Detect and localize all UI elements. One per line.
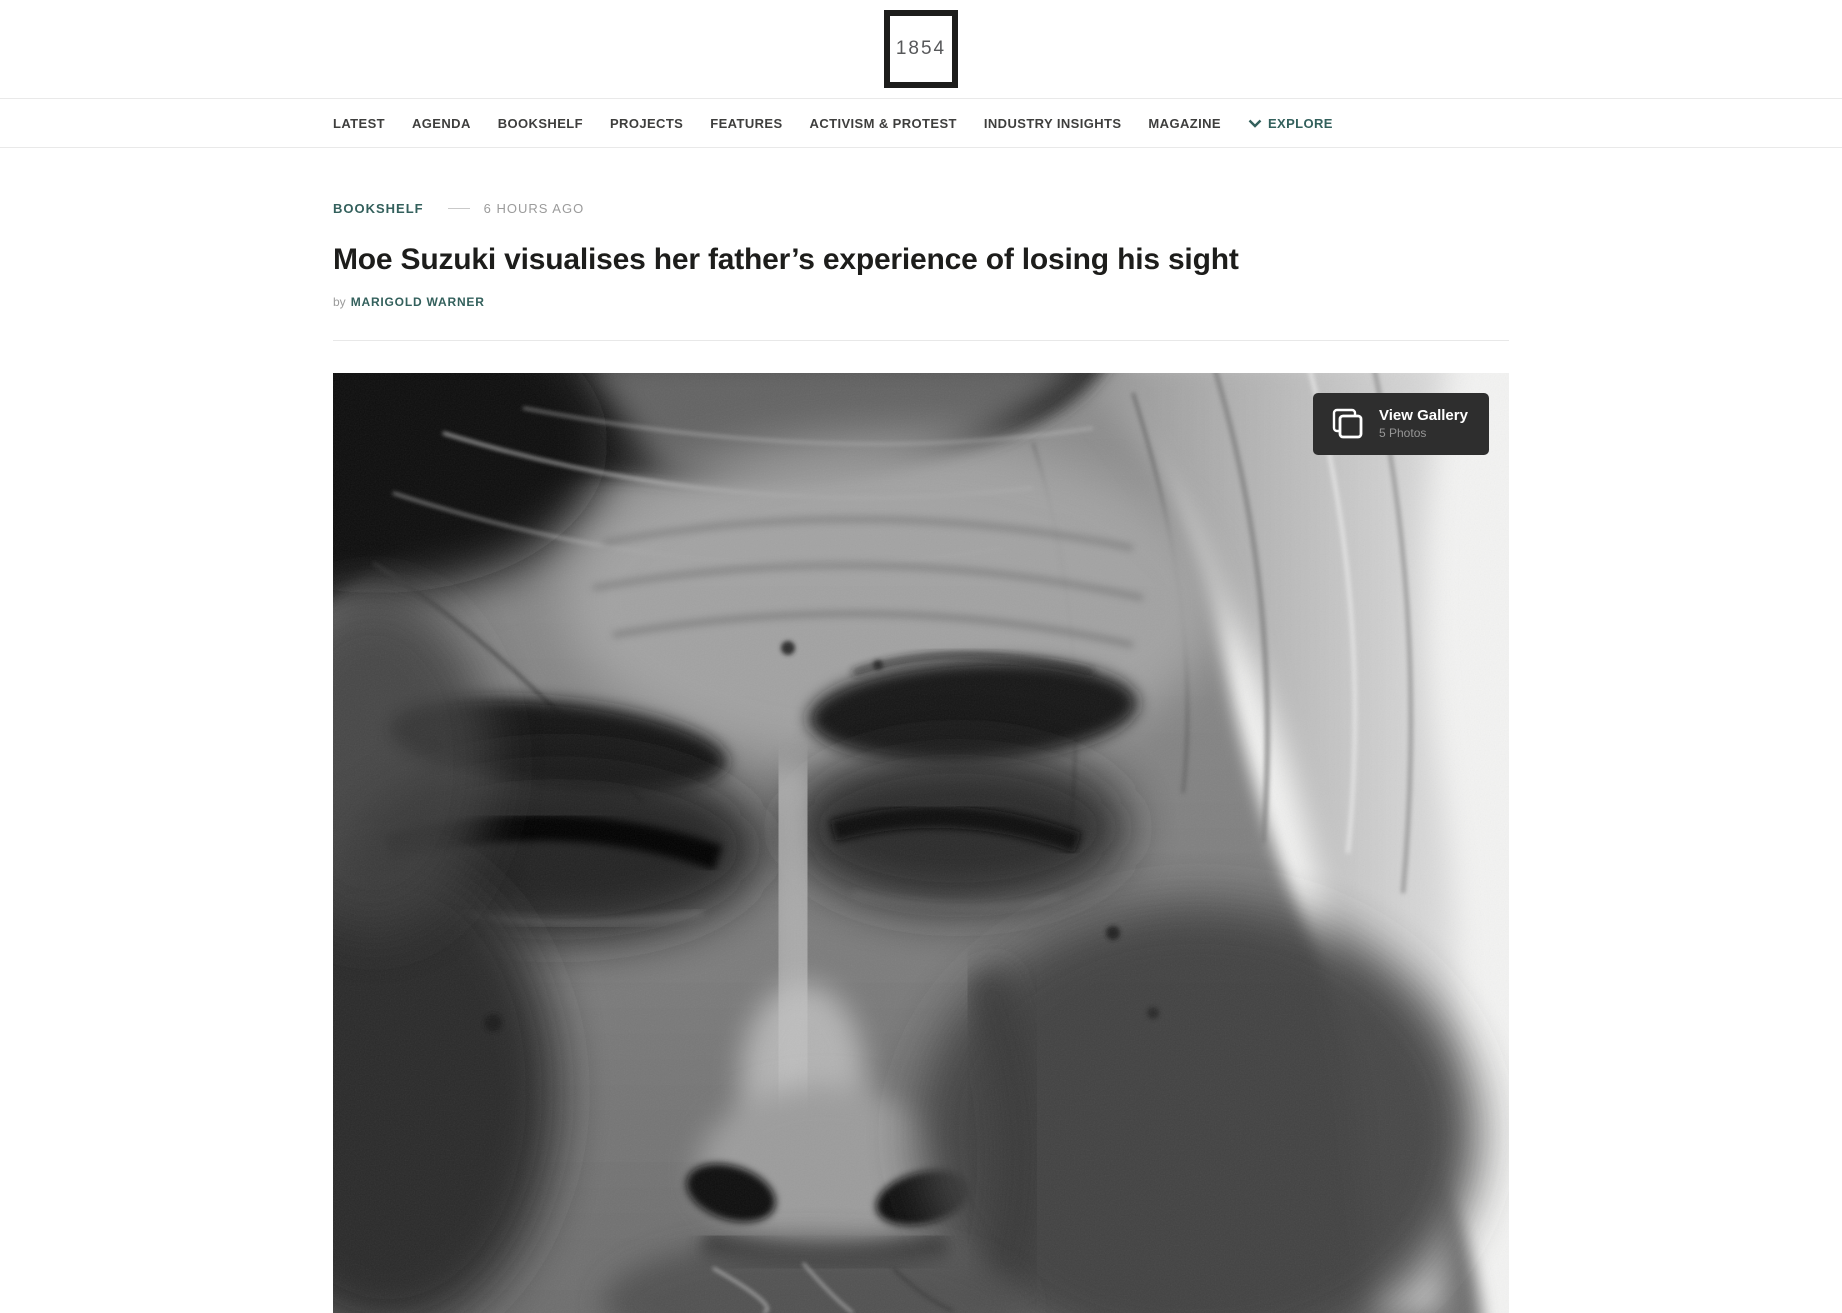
category-link[interactable]: BOOKSHELF <box>333 201 424 216</box>
byline-prefix: by <box>333 295 346 309</box>
nav-item-industry-insights[interactable]: INDUSTRY INSIGHTS <box>983 115 1122 131</box>
site-logo-text: 1854 <box>895 38 947 59</box>
article-title: Moe Suzuki visualises her father’s experience of losing his sight <box>333 243 1239 276</box>
nav-item-activism-protest[interactable]: ACTIVISM & PROTEST <box>809 115 957 131</box>
meta-separator-line <box>448 208 470 209</box>
view-gallery-button[interactable] <box>1313 393 1489 455</box>
author-link[interactable]: MARIGOLD WARNER <box>350 295 485 309</box>
nav-explore[interactable] <box>1248 116 1333 131</box>
site-header <box>0 0 1842 98</box>
article-byline <box>333 295 1509 309</box>
site-logo[interactable] <box>884 10 958 88</box>
nav-item-latest[interactable]: LATEST <box>333 115 385 131</box>
hero-image <box>333 373 1509 1313</box>
article-meta-row <box>333 201 1509 216</box>
primary-nav <box>0 98 1842 148</box>
nav-item-magazine[interactable]: MAGAZINE <box>1148 115 1221 131</box>
nav-item-features[interactable]: FEATURES <box>710 115 783 131</box>
byline-divider <box>333 340 1509 341</box>
article-content <box>333 201 1509 1313</box>
chevron-down-icon <box>1248 119 1262 128</box>
view-gallery-label: View Gallery <box>1379 407 1468 425</box>
gallery-icon <box>1329 406 1365 442</box>
hero-photo-illustration <box>333 373 1509 1313</box>
nav-item-bookshelf[interactable]: BOOKSHELF <box>497 115 583 131</box>
nav-item-projects[interactable]: PROJECTS <box>609 115 684 131</box>
gallery-photo-count: 5 Photos <box>1379 425 1427 440</box>
article-timestamp: 6 HOURS AGO <box>483 201 585 216</box>
nav-item-agenda[interactable]: AGENDA <box>412 115 471 131</box>
nav-explore-label: EXPLORE <box>1267 115 1333 131</box>
